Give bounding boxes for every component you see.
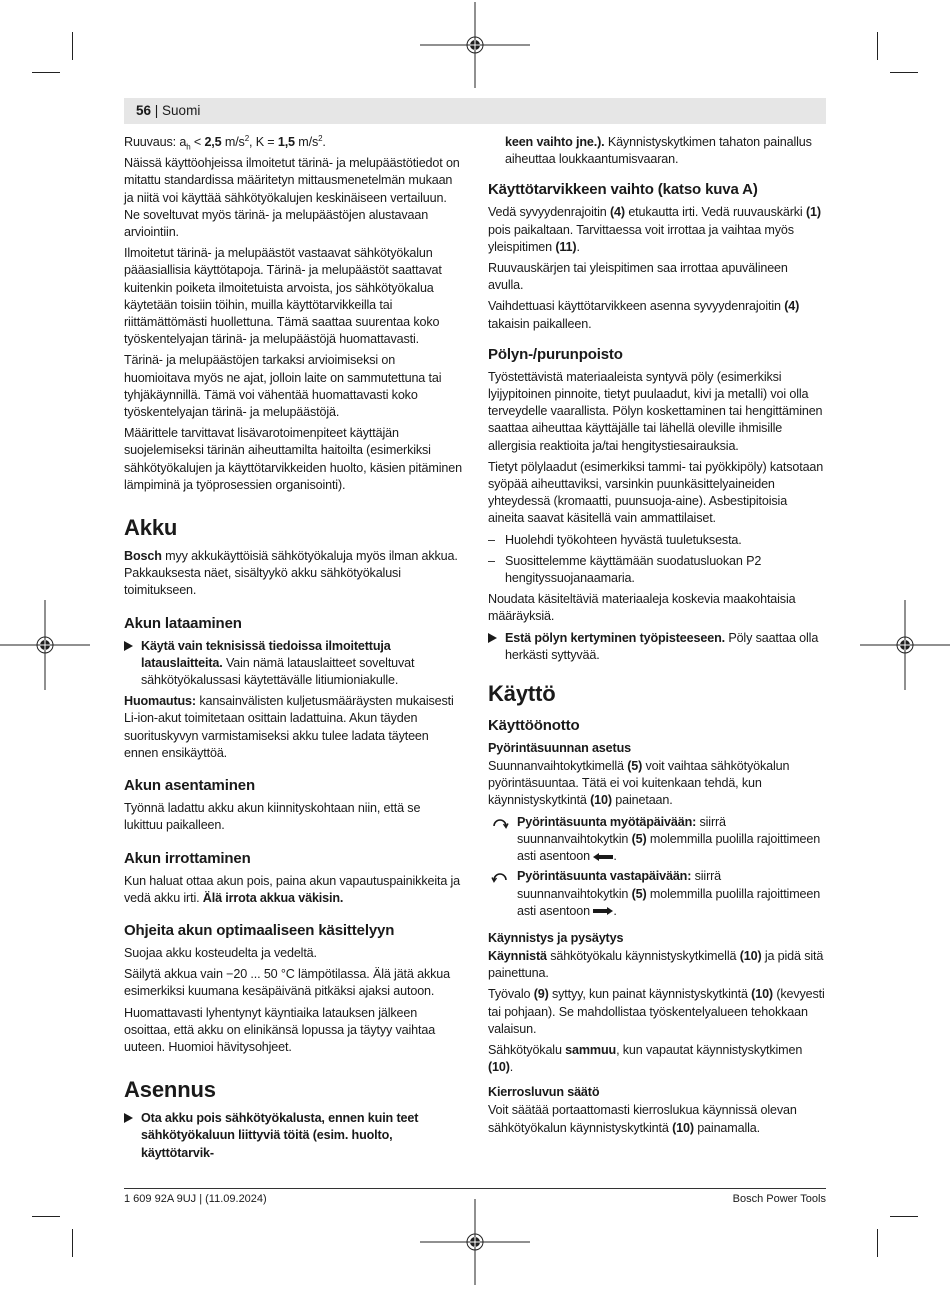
subheading-asentaminen: Akun asentaminen xyxy=(124,777,255,795)
rotation-item-clockwise: Pyörintäsuunta myötäpäivään: siirrä suunnanvaihtokytkin (5) molemmilla puolilla rajoittimeen asti asentoon . xyxy=(488,814,826,866)
paragraph: Kun haluat ottaa akun pois, paina akun vapautuspainikkeita ja vedä akku irti. Älä irrota akkua väkisin. xyxy=(124,873,461,905)
paragraph: Käynnistä sähkötyökalu käynnistyskytkimellä (10) ja pidä sitä painettuna. xyxy=(488,948,824,981)
page-number: 56 xyxy=(136,103,152,118)
warning-item: Käytä vain teknisissä tiedoissa ilmoitettuja latauslaitteita. Vain nämä latauslaitteet soveltuvat sähkötyökalussasi käytettävälle litiumioniakulle. xyxy=(124,638,462,690)
registration-mark-bottom xyxy=(420,1199,530,1285)
paragraph: Työstettävistä materiaaleista syntyvä pöly (esimerkiksi lyijypitoinen pinnoite, tietyt puulaadut, kivi ja metalli) voi olla terveydelle vaarallista. Pölyn koskettaminen tai hengittäminen saattaa aiheuttaa käyttäjälle tai lähellä oleville ihmisille allergisia reaktioita ja/tai hengitystiesairauksia. xyxy=(488,369,823,453)
registration-mark-right xyxy=(860,600,950,690)
right-column xyxy=(488,134,826,1141)
section-heading-akku: Akku xyxy=(124,515,178,541)
paragraph: Bosch myy akkukäyttöisiä sähkötyökaluja myös ilman akkua. Pakkauksesta näet, sisältyykö akku sähkötyökalusi toimitukseen. xyxy=(124,549,458,598)
subheading-vaihto: Käyttötarvikkeen vaihto (katso kuva A) xyxy=(488,181,758,199)
page-header-bar xyxy=(124,98,826,124)
subheading-pyorintasuunta: Pyörintäsuunnan asetus xyxy=(488,741,631,756)
crop-mark xyxy=(72,1229,73,1257)
section-heading-asennus: Asennus xyxy=(124,1077,216,1103)
counterclockwise-rotation-icon xyxy=(491,869,509,883)
paragraph: Ruuvauskärjen tai yleispitimen saa irrottaa apuvälineen avulla. xyxy=(488,261,788,293)
crop-mark xyxy=(877,32,878,60)
subheading-polynpoisto: Pölyn-/purunpoisto xyxy=(488,345,623,363)
arrow-right-icon xyxy=(593,907,613,915)
warning-arrow-icon xyxy=(124,641,133,651)
paragraph: Tietyt pölylaadut (esimerkiksi tammi- tai pyökkipöly) katsotaan syöpää aiheuttaviksi, varsinkin puunkäsittelyaineiden yhteydessä (kromaatti, puunsuoja-aine). Asbestipitoisia aineita saavat käsitellä vain ammattilaiset. xyxy=(488,459,824,526)
paragraph: Ilmoitetut tärinä- ja melupäästöt vastaavat sähkötyökalun pääasiallisia käyttötapoja. Tärinä- ja melupäästöt saattavat kuitenkin poiketa ilmoitetuista arvoista, jos sähkötyökalua käytetään toisiin töihin, muilla käyttötarvikkeilla tai riittämättömästi huollettuna. Tämä saattaa suurentaa koko työskentelyajan tärinä- ja melupäästöjä huomattavasti. xyxy=(124,246,442,347)
paragraph: Sähkötyökalu sammuu, kun vapautat käynnistyskytkimen (10). xyxy=(488,1042,803,1075)
registration-mark-top xyxy=(420,2,530,88)
crop-mark xyxy=(32,1216,60,1217)
paragraph: Säilytä akkua vain −20 ... 50 °C lämpötilassa. Älä jätä akkua esimerkiksi kuumana kesäpäivänä pitkäksi ajaksi autoon. xyxy=(124,967,450,999)
crop-mark xyxy=(32,72,60,73)
paragraph: Työvalo (9) syttyy, kun painat käynnistyskytkintä (10) (kevyesti tai pohjaan). Se mahdollistaa työskentelyalueen tehokkaan valaisun. xyxy=(488,987,825,1036)
crop-mark xyxy=(890,1216,918,1217)
warning-arrow-icon xyxy=(488,633,497,643)
footer-brand: Bosch Power Tools xyxy=(732,1193,826,1205)
paragraph: Suunnanvaihtokytkimellä (5) voit vaihtaa sähkötyökalun pyörintäsuuntaa. Tätä ei voi kuitenkaan tehdä, kun käynnistyskytkintä (10) painetaan. xyxy=(488,759,790,808)
paragraph: Noudata käsiteltäviä materiaaleja koskevia maakohtaisia määräyksiä. xyxy=(488,592,796,624)
clockwise-rotation-icon xyxy=(491,815,509,829)
registration-mark-left xyxy=(0,600,90,690)
list-item: – Huolehdi työkohteen hyvästä tuuletuksesta. xyxy=(488,532,742,547)
subheading-lataaminen: Akun lataaminen xyxy=(124,614,242,632)
crop-mark xyxy=(890,72,918,73)
subheading-ohjeita: Ohjeita akun optimaaliseen käsittelyyn xyxy=(124,921,395,939)
rotation-item-counterclockwise: Pyörintäsuunta vastapäivään: siirrä suunnanvaihtokytkin (5) molemmilla puolilla rajoittimeen asti asentoon . xyxy=(488,868,826,920)
footer-rule xyxy=(124,1188,826,1189)
section-name: Suomi xyxy=(162,103,201,118)
warning-arrow-icon xyxy=(124,1113,133,1123)
subheading-kaynnistys: Käynnistys ja pysäytys xyxy=(488,930,624,945)
paragraph: Suojaa akku kosteudelta ja vedeltä. xyxy=(124,945,317,960)
paragraph: Tärinä- ja melupäästöjen tarkaksi arvioimiseksi on huomioitava myös ne ajat, jolloin laite on sammutettuna tai tyhjäkäynnillä. Tämä voi vähentää huomattavasti koko työskentelyajan tärinä- ja melupäästöjä. xyxy=(124,353,442,420)
paragraph: Huomautus: kansainvälisten kuljetusmääräysten mukaisesti Li-ion-akut toimitetaan osittain ladattuina. Akun täyden suorituskyvyn varmistamiseksi akku tulee ladata täyteen ennen ensikäyttöä. xyxy=(124,694,454,760)
footer-doc-id: 1 609 92A 9UJ | (11.09.2024) xyxy=(124,1193,267,1205)
left-column xyxy=(124,134,462,1166)
paragraph: Voit säätää portaattomasti kierroslukua käynnissä olevan sähkötyökalun käynnistyskytkintä (10) painamalla. xyxy=(488,1103,797,1135)
crop-mark xyxy=(877,1229,878,1257)
vibration-values: Ruuvaus: $a_h < 2,5$ $m/s^2$, K = 1,5 $m/s^2$. xyxy=(124,133,326,152)
page-header: 56 | Suomi xyxy=(136,103,201,118)
subheading-irrottaminen: Akun irrottaminen xyxy=(124,849,251,867)
paragraph: Vedä syvyydenrajoitin (4) etukautta irti. Vedä ruuvauskärki (1) pois paikaltaan. Tarvittaessa voit irrottaa ja vaihtaa myös yleispitimen (11). xyxy=(488,205,821,254)
subheading-kierrosluku: Kierrosluvun säätö xyxy=(488,1085,600,1100)
subheading-kayttoonotto: Käyttöönotto xyxy=(488,717,580,735)
arrow-left-icon xyxy=(593,853,613,861)
list-item: – Suosittelemme käyttämään suodatusluokan P2 hengityssuojanaamaria. xyxy=(488,553,762,586)
paragraph: keen vaihto jne.). Käynnistyskytkimen tahaton painallus aiheuttaa loukkaantumisvaaran. xyxy=(505,135,812,167)
paragraph: Huomattavasti lyhentynyt käyntiaika latauksen jälkeen osoittaa, että akku on elinikänsä lopussa ja täytyy vaihtaa uuteen. Huomioi hävitysohjeet. xyxy=(124,1005,436,1054)
warning-item: Estä pölyn kertyminen työpisteeseen. Pöly saattaa olla herkästi syttyvää. xyxy=(488,630,826,664)
warning-item: Ota akku pois sähkötyökalusta, ennen kuin teet sähkötyökaluun liittyviä töitä (esim. huolto, käyttötarvik- xyxy=(124,1110,462,1162)
paragraph: Näissä käyttöohjeissa ilmoitetut tärinä- ja melupäästötiedot on mitattu standardissa määritetyn mittausmenetelmän mukaan ja niitä voi käyttää sähkötyökalujen keskinäiseen vertailuun. Ne soveltuvat myös tärinä- ja melupäästöjen alustavaan arviointiin. xyxy=(124,156,460,240)
crop-mark xyxy=(72,32,73,60)
section-heading-kaytto: Käyttö xyxy=(488,681,556,707)
paragraph: Määrittele tarvittavat lisävarotoimenpiteet käyttäjän suojelemiseksi tärinän aiheuttamilta haitoilta (esimerkiksi sähkötyökalujen ja käyttötarvikkeiden huolto, käsien pitäminen lämpiminä ja työprosessien organisointi). xyxy=(124,426,462,492)
paragraph: Työnnä ladattu akku akun kiinnityskohtaan niin, että se lukittuu paikalleen. xyxy=(124,801,421,833)
paragraph: Vaihdettuasi käyttötarvikkeen asenna syvyydenrajoitin (4) takaisin paikalleen. xyxy=(488,299,800,331)
